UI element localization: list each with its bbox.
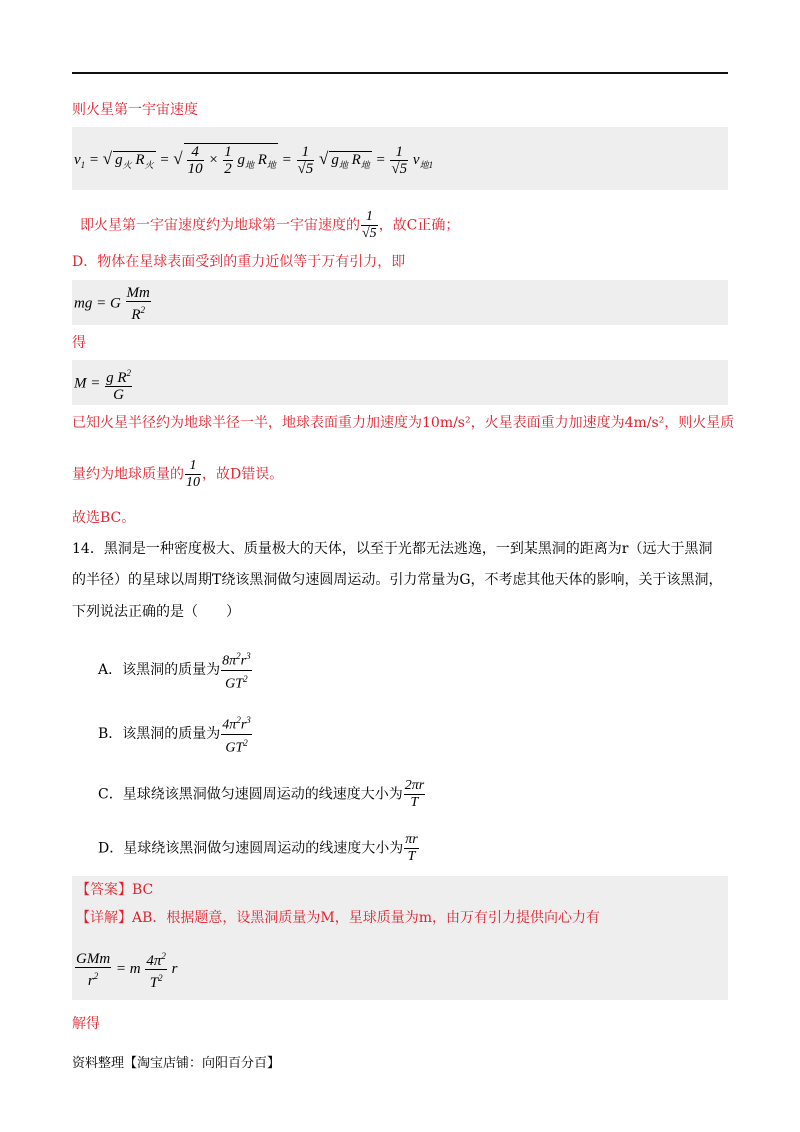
solution-text: 量约为地球质量的 — [72, 466, 184, 483]
solution-line-de: 得 — [72, 335, 86, 351]
option-d-label: D．星球绕该黑洞做匀速圆周运动的线速度大小为 — [98, 840, 404, 857]
solve-line: 解得 — [72, 1016, 100, 1032]
detail-line: 【详解】AB．根据题意，设黑洞质量为M，星球质量为m，由万有引力提供向心力有 — [76, 910, 601, 926]
option-d: D．星球绕该黑洞做匀速圆周运动的线速度大小为 $\frac{\pi r}{T}$ — [98, 832, 418, 864]
answer-block — [72, 876, 728, 1000]
answer-line: 【答案】BC — [76, 882, 154, 898]
solution-line-mass: 量约为地球质量的 $\frac{1}{10}$ ，故D错误。 — [72, 458, 284, 490]
formula-gravity: $\frac{\text{GMm}}{r^2}$ = m $\frac{4\pi^2}{T^2}$ r — [74, 948, 178, 991]
formula-mg: mg = G $\frac{Mm}{R^2}$ — [74, 285, 150, 323]
question-14-line-1: 14．黑洞是一种密度极大、质量极大的天体，以至于光都无法逃逸，一到某黑洞的距离为r（远大于黑洞 — [72, 541, 713, 557]
solution-conclusion: 故选BC。 — [72, 510, 136, 526]
option-b-label: B．该黑洞的质量为 — [98, 726, 221, 743]
question-14-line-2: 的半径）的星球以周期T绕该黑洞做匀速圆周运动。引力常量为G，不考虑其他天体的影响，关于该黑洞， — [72, 572, 723, 588]
option-b: B．该黑洞的质量为 $\frac{4\pi^2r^3}{GT^2}$ — [98, 712, 253, 756]
solution-line-title: 则火星第一宇宙速度 — [72, 102, 198, 118]
solution-line-c: 即火星第一宇宙速度约为地球第一宇宙速度的 $\frac{1}{√5}$ ，故C正确； — [80, 209, 460, 241]
solution-text-end: ，故D错误。 — [202, 466, 284, 483]
formula-v1: $v_1$ = √ $g_火$ $R_火$ = √ $\frac{4}{10}$ × $\frac{1}{2}$ $g_地$ $R_地$ = $\frac{1}{√5}$ √ $g_地$ $R_地$ = $\frac{1}{√5}$ $v_{地1}$ — [74, 144, 434, 177]
solution-line-d: D．物体在星球表面受到的重力近似等于万有引力，即 — [72, 254, 406, 270]
solution-text: 即火星第一宇宙速度约为地球第一宇宙速度的 — [80, 217, 360, 234]
option-c-label: C．星球绕该黑洞做匀速圆周运动的线速度大小为 — [98, 786, 403, 803]
option-c: C．星球绕该黑洞做匀速圆周运动的线速度大小为 $\frac{2\pi r}{T}$ — [98, 778, 425, 810]
formula-block-v1 — [72, 127, 728, 190]
solution-text-end: ，故C正确； — [378, 217, 460, 234]
formula-M: M = $\frac{g R^2}{G}$ — [74, 365, 133, 403]
option-a: A．该黑洞的质量为 $\frac{8\pi^2r^3}{GT^2}$ — [98, 648, 253, 692]
question-14-line-3: 下列说法正确的是（ ） — [72, 604, 240, 620]
header-rule — [72, 72, 728, 74]
formula-block-mg — [72, 280, 728, 325]
footer-text: 资料整理【淘宝店铺：向阳百分百】 — [72, 1056, 281, 1071]
formula-block-M — [72, 360, 728, 405]
solution-line-known: 已知火星半径约为地球半径一半，地球表面重力加速度为10m/s²，火星表面重力加速度为4m/s²，则火星质 — [72, 415, 735, 431]
option-a-label: A．该黑洞的质量为 — [98, 662, 221, 679]
